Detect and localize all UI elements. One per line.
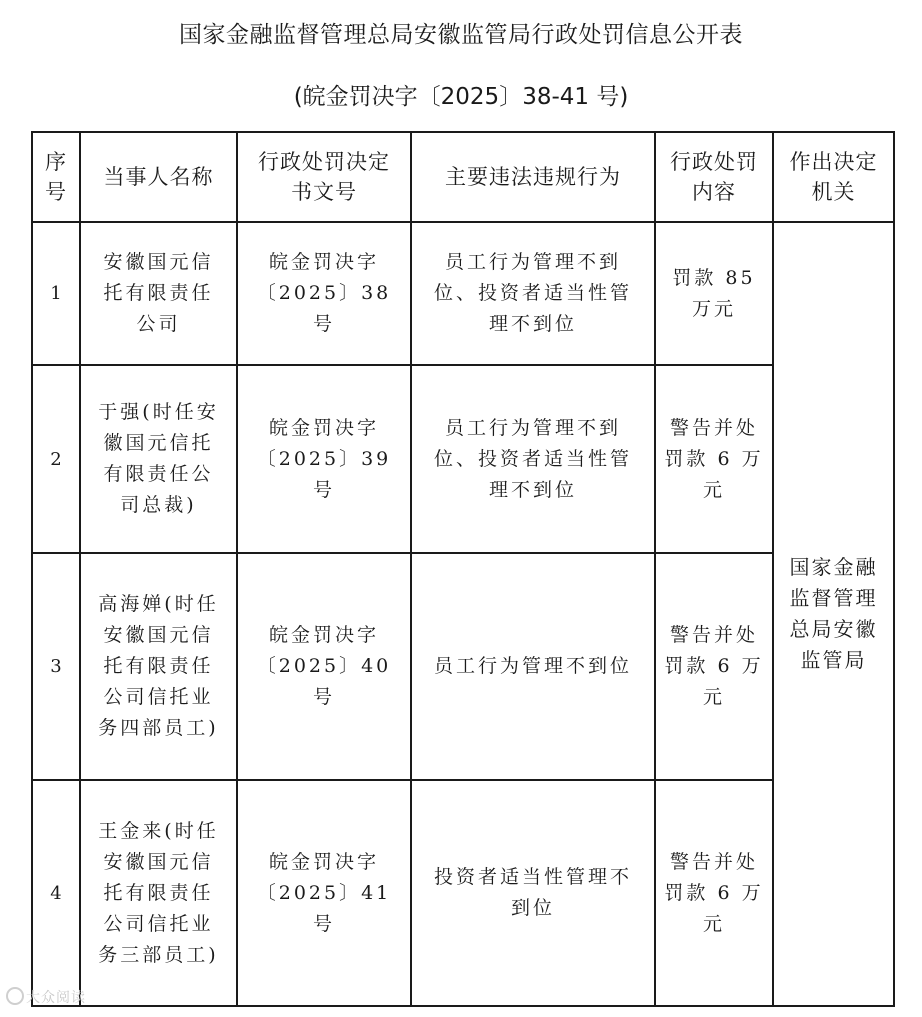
row-party: 高海婵(时任 安徽国元信 托有限责任 公司信托业 务四部员工) <box>80 553 237 780</box>
row-penalty: 警告并处 罚款 6 万 元 <box>655 553 773 780</box>
watermark <box>6 987 86 1007</box>
row-doc-no: 皖金罚决字 〔2025〕40 号 <box>237 553 411 780</box>
row-doc-no: 皖金罚决字 〔2025〕39 号 <box>237 365 411 553</box>
row-party: 安徽国元信 托有限责任 公司 <box>80 222 237 365</box>
row-party: 王金来(时任 安徽国元信 托有限责任 公司信托业 务三部员工) <box>80 780 237 1006</box>
row-no: 1 <box>32 222 80 365</box>
row-no: 3 <box>32 553 80 780</box>
row-violation: 员工行为管理不到 位、投资者适当性管 理不到位 <box>411 365 655 553</box>
header-no: 序 号 <box>32 132 80 222</box>
row-doc-no: 皖金罚决字 〔2025〕38 号 <box>237 222 411 365</box>
camera-icon <box>6 987 24 1005</box>
header-doc-no: 行政处罚决定 书文号 <box>237 132 411 222</box>
authority-cell: 国家金融 监督管理 总局安徽 监管局 <box>773 222 894 1006</box>
watermark-text: 大众阅读 <box>26 990 86 1006</box>
row-violation: 员工行为管理不到位 <box>411 553 655 780</box>
row-no: 4 <box>32 780 80 1006</box>
table-header-row <box>32 132 894 222</box>
document-title: 国家金融监督管理总局安徽监管局行政处罚信息公开表 <box>179 22 743 48</box>
row-violation: 员工行为管理不到 位、投资者适当性管 理不到位 <box>411 222 655 365</box>
document-subtitle: (皖金罚决字〔2025〕38-41 号) <box>293 84 629 110</box>
header-authority: 作出决定 机关 <box>773 132 894 222</box>
table-row <box>32 365 894 553</box>
header-violation: 主要违法违规行为 <box>411 132 655 222</box>
table-row <box>32 222 894 365</box>
row-penalty: 罚款 85 万元 <box>655 222 773 365</box>
table-row <box>32 553 894 780</box>
row-penalty: 警告并处 罚款 6 万 元 <box>655 780 773 1006</box>
table-row <box>32 780 894 1006</box>
header-penalty: 行政处罚 内容 <box>655 132 773 222</box>
row-doc-no: 皖金罚决字 〔2025〕41 号 <box>237 780 411 1006</box>
row-party: 于强(时任安 徽国元信托 有限责任公 司总裁) <box>80 365 237 553</box>
row-violation: 投资者适当性管理不 到位 <box>411 780 655 1006</box>
row-penalty: 警告并处 罚款 6 万 元 <box>655 365 773 553</box>
header-party: 当事人名称 <box>80 132 237 222</box>
row-no: 2 <box>32 365 80 553</box>
penalty-table <box>31 131 895 1007</box>
